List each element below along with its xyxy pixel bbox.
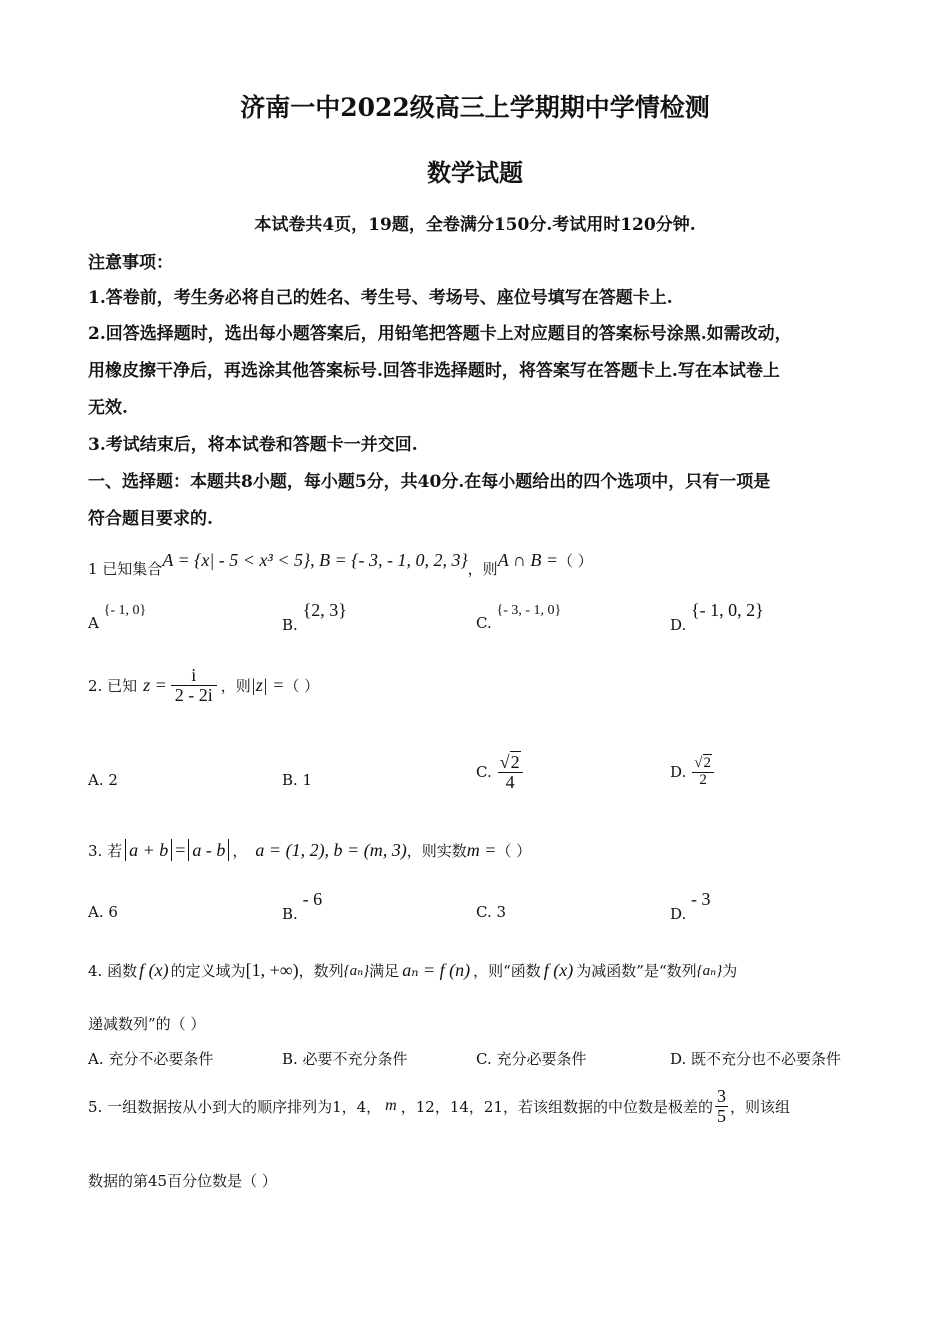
- q3-lhs: a + b: [129, 839, 169, 860]
- q3-option-d-value: - 3: [691, 889, 711, 909]
- q3-vectors: a = (1, 2), b = (m, 3): [255, 839, 407, 860]
- q2-expr: |z| =: [250, 674, 285, 695]
- q4-f: f (x): [139, 959, 169, 980]
- notes-item-2-line-2: 用橡皮擦干净后，再选涂其他答案标号.回答非选择题时，将答案写在答题卡上.写在本试卷上: [88, 361, 780, 381]
- q2-prefix: 2. 已知: [88, 676, 138, 695]
- q4-t2: ，数列: [298, 961, 344, 980]
- q1-option-c-label: C.: [476, 614, 492, 632]
- q3-option-d-label: D.: [670, 905, 687, 923]
- q1-option-a-value: {- 1, 0}: [103, 603, 147, 618]
- q3-abs-bar: [125, 839, 126, 861]
- notes-item-2-line-1: 2.回答选择题时，选出每小题答案后，用铅笔把答题卡上对应题目的答案标号涂黑.如需改动，: [88, 324, 792, 344]
- q2-option-d-num: √2: [692, 756, 714, 773]
- q4-t4: ，则“函数: [473, 961, 541, 980]
- q3-rhs: a - b: [192, 839, 226, 860]
- q1-option-b-label: B.: [282, 616, 298, 634]
- section-1-line-1: 一、选择题：本题共8小题，每小题5分，共40分.在每小题给出的四个选项中，只有一项是: [88, 472, 771, 492]
- q4-option-b[interactable]: B. 必要不充分条件: [282, 1050, 408, 1068]
- q2-suffix: （ ）: [284, 676, 320, 695]
- question-4: [88, 950, 737, 990]
- q5-line-1: 5. 一组数据按从小到大的顺序排列为1，4，: [88, 1097, 382, 1116]
- exam-info: 本试卷共4页，19题，全卷满分150分.考试用时120分钟.: [254, 215, 696, 235]
- q3-prefix: 3. 若: [88, 841, 123, 860]
- question-5: [88, 1080, 790, 1132]
- subject-title: 数学试题: [427, 158, 523, 187]
- q4-option-d[interactable]: D. 既不充分也不必要条件: [670, 1050, 842, 1068]
- question-2: [88, 660, 319, 710]
- q3-option-a[interactable]: A. 6: [88, 903, 118, 921]
- q2-option-d-radicand: 2: [703, 754, 711, 771]
- section-1-line-2: 符合题目要求的.: [88, 509, 213, 529]
- q4-seq: {aₙ}: [343, 962, 370, 979]
- q4-t6: 为: [722, 961, 738, 980]
- q2-option-d-den: 2: [699, 771, 707, 788]
- q3-option-c[interactable]: C. 3: [476, 903, 507, 921]
- q2-option-c-den: 4: [505, 771, 515, 792]
- q5-fraction-num: 3: [717, 1085, 726, 1106]
- q1-mid: ，则: [467, 560, 498, 578]
- q2-z: z =: [143, 674, 167, 695]
- q2-option-b[interactable]: B. 1: [282, 771, 313, 789]
- q1-option-a[interactable]: [88, 603, 147, 633]
- q4-line-2: 递减数列”的（ ）: [88, 1015, 206, 1033]
- q4-t5: 为减函数”是“数列: [576, 961, 697, 980]
- q2-numerator: i: [171, 666, 217, 686]
- q5-line-2: 数据的第45百分位数是（ ）: [88, 1172, 277, 1190]
- q5-m: m: [385, 1097, 397, 1114]
- exam-title: 济南一中2022级高三上学期期中学情检测: [240, 93, 710, 122]
- q3-option-b-value: - 6: [302, 889, 323, 909]
- q4-f2: f (x): [543, 959, 574, 980]
- q3-mid: ，: [232, 841, 248, 860]
- q4-domain: [1, +∞): [245, 959, 299, 980]
- q2-option-c-radicand: 2: [510, 751, 520, 772]
- q5-line-1c: ，则该组: [730, 1097, 791, 1116]
- q4-prefix: 4. 函数: [88, 961, 138, 980]
- q2-denominator: 2 - 2i: [174, 684, 213, 705]
- q5-line-1b: ，12，14，21，若该组数据的中位数是极差的: [400, 1097, 713, 1116]
- q4-t3: 满足: [369, 961, 400, 980]
- q1-option-b[interactable]: [282, 600, 347, 635]
- notes-item-2-line-3: 无效.: [88, 398, 128, 418]
- q4-t1: 的定义域为: [170, 961, 246, 980]
- q1-suffix: （ ）: [558, 552, 593, 570]
- q3-option-b-label: B.: [282, 905, 298, 923]
- q3-abs-bar: [228, 839, 229, 861]
- q3-abs-bar: [171, 839, 172, 861]
- q1-option-d-label: D.: [670, 616, 687, 634]
- q3-option-d[interactable]: [670, 889, 711, 924]
- q4-seq2: {aₙ}: [696, 962, 723, 979]
- notes-item-3: 3.考试结束后，将本试卷和答题卡一并交回.: [88, 435, 418, 455]
- q2-option-c-num: √2: [498, 753, 523, 773]
- q3-eq: =: [175, 839, 186, 860]
- q2-fraction: [171, 666, 217, 705]
- q1-expr: A ∩ B =: [497, 550, 558, 570]
- q1-set-a: A = {x| - 5 < x³ < 5}: [162, 550, 311, 570]
- q2-option-c-label: C.: [476, 763, 492, 781]
- q4-rule: aₙ = f (n): [402, 959, 471, 980]
- q3-abs-bar: [188, 839, 189, 861]
- q4-option-a[interactable]: A. 充分不必要条件: [88, 1050, 214, 1068]
- q2-mid: ，则: [220, 676, 251, 695]
- q2-option-c[interactable]: [476, 746, 523, 798]
- q2-option-a[interactable]: A. 2: [88, 771, 118, 789]
- question-3: [88, 830, 531, 870]
- notes-item-1: 1.答卷前，考生务必将自己的姓名、考生号、考场号、座位号填写在答题卡上.: [88, 288, 673, 308]
- q2-option-d[interactable]: [670, 748, 714, 796]
- question-1: [88, 540, 593, 581]
- q1-prefix: 1 已知集合: [88, 560, 163, 578]
- q1-set-b: , B = {- 3, - 1, 0, 2, 3}: [310, 550, 468, 570]
- q3-suffix: （ ）: [496, 841, 532, 860]
- q5-fraction: [715, 1087, 728, 1126]
- q1-option-d[interactable]: [670, 600, 764, 635]
- q1-option-c[interactable]: [476, 603, 562, 633]
- q3-text: ，则实数: [406, 841, 467, 860]
- q4-option-c[interactable]: C. 充分必要条件: [476, 1050, 587, 1068]
- q1-option-b-value: {2, 3}: [302, 600, 347, 620]
- q2-option-c-fraction: [498, 753, 523, 792]
- q2-option-d-label: D.: [670, 763, 687, 781]
- q2-option-d-fraction: [692, 756, 714, 789]
- q3-m: m =: [466, 839, 497, 860]
- q1-option-d-value: {- 1, 0, 2}: [691, 600, 764, 620]
- q5-fraction-den: 5: [717, 1105, 726, 1126]
- q3-option-b[interactable]: [282, 889, 323, 924]
- q1-option-c-value: {- 3, - 1, 0}: [496, 603, 562, 618]
- notes-heading: 注意事项：: [88, 253, 173, 273]
- q1-option-a-label: A: [88, 614, 99, 632]
